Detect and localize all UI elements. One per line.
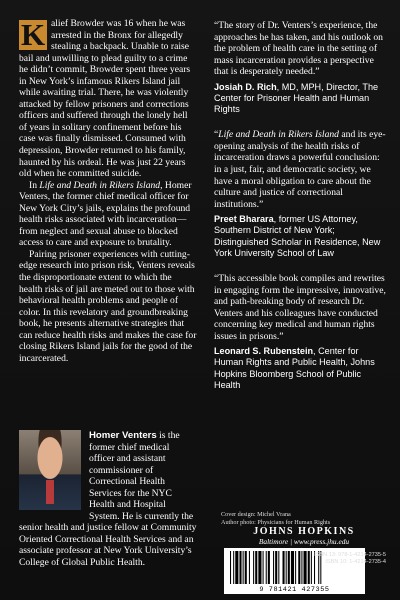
author-photo-credit: Author photo: Physicians for Human Rights: [221, 518, 331, 526]
description-column: [19, 18, 197, 364]
publisher-block: [221, 526, 387, 546]
description-paragraph-2: [19, 180, 197, 249]
barcode-bar: [266, 551, 267, 584]
paragraph-1-text: alief Browder was 16 when he was arrested in the Bronx for allegedly stealing a backpack. Unable to raise bail and unwilling to plead guilty to a crime he didn’t commit, Browder spent three years in New York’s infamous Rikers Island jail while awaiting trial. There, he was violently attacked by fellow prisoners and corrections officers and suffered through the lonely hell of years in solitary confinement before his case was finally dismissed. Consumed with depression, Browder returned to his family, haunted by his ordeal. He was just 22 years old when he committed suicide.: [19, 18, 191, 180]
quote-text: and its eye-opening analysis of the health risks of incarceration draws a powerful conclusion: in a just, fair, and democratic society, we have a moral obligation to care about the culture and justice of correctional institutions.”: [214, 129, 386, 210]
publisher-separator: |: [288, 537, 294, 546]
book-title-italic: Life and Death in Rikers Island: [39, 179, 161, 191]
endorsement-quote-1: “The story of Dr. Venters’s experience, the approaches he has taken, and his outlook on the problem of health care in the setting of mass incarceration provides a perspective that is desperately needed.”: [214, 20, 383, 78]
paragraph-2-text: , Homer Venters, the former chief medical officer for New York City’s jails, explains the profound health risks associated with incarceration—from neglect and sexual abuse to blocked access to care and exposure to brutality.: [19, 179, 192, 249]
endorser-name: Josiah D. Rich: [214, 81, 277, 92]
barcode-bar: [239, 551, 241, 584]
author-tie: [46, 480, 54, 504]
drop-cap-letter: K: [20, 17, 46, 52]
barcode-bar: [245, 551, 247, 584]
publisher-location-line: [221, 537, 387, 546]
barcode-bar: [253, 551, 254, 584]
paragraph-2-prefix: In: [29, 179, 40, 191]
barcode-bar: [230, 551, 231, 584]
isbn-numbers: [268, 552, 386, 566]
endorsement-attribution-2: [214, 214, 386, 259]
author-photo: [19, 430, 81, 510]
endorser-name: Leonard S. Rubenstein: [214, 346, 314, 357]
barcode-bar: [233, 551, 234, 584]
publisher-city: Baltimore: [258, 537, 289, 546]
endorser-name: Preet Bharara: [214, 214, 274, 225]
author-name: Homer Venters: [89, 430, 157, 441]
endorser-role: , former US Attorney, Southern District of New York; Distinguished Scholar in Residence, New York University School of Law: [214, 214, 381, 258]
isbn-13: ISBN 13: 978-1-4214-2735-5: [314, 552, 386, 558]
endorser-role: , Center for Human Rights and Public Health, Johns Hopkins Bloomberg School of Public Health: [214, 346, 375, 390]
open-quote-mark: “: [214, 129, 219, 141]
publisher-name: JOHNS HOPKINS: [253, 526, 355, 537]
endorsement-quote-2: [214, 129, 386, 210]
barcode-bar: [249, 551, 250, 584]
barcode-bar: [258, 551, 261, 584]
barcode-number: 9 781421 427355: [259, 586, 330, 594]
publisher-url[interactable]: www.press.jhu.edu: [293, 537, 350, 546]
barcode-bar: [263, 551, 264, 584]
endorser-role: , MD, MPH, Director, The Center for Prisoner Health and Human Rights: [214, 81, 379, 115]
endorsement-attribution-3: [214, 346, 386, 391]
description-paragraph-3: Pairing prisoner experiences with cutting-edge research into prison risk, Venters reveals the disproportionate extent to which the health risks of jail are meted out to those with behavioral health problems and people of color. In this revelatory and groundbreaking book, he presents alternative strategies that can reduce health risks and makes the case for closing Rikers Island jails for the good of the incarcerated.: [19, 248, 197, 364]
cover-design-credit: Cover design: Michel Vrana: [221, 511, 291, 518]
cover-credits: [221, 511, 391, 526]
endorsements-column: [214, 20, 386, 405]
barcode-bar: [255, 551, 257, 584]
author-bio-section: [19, 430, 197, 569]
endorsement-quote-3: “This accessible book compiles and rewrites in engaging form the impressive, innovative, and path-breaking body of research Dr. Venters and his colleagues have conducted concerning key medical and human rights issues in prisons.”: [214, 272, 386, 342]
isbn-10: ISBN 10: 1-4214-2735-4: [325, 558, 386, 565]
endorsement-attribution-1: [214, 82, 386, 116]
author-bio-text: is the former chief medical officer and assistant commissioner of Correctional Health Services for the NYC Health and Hospital System. He is currently the senior health and justice fellow at Community Oriented Correctional Health Services and an associate professor at New York University’s College of Global Public Health.: [19, 430, 197, 569]
description-paragraph-1: [19, 18, 197, 180]
barcode-bar: [235, 551, 238, 584]
barcode-bar: [243, 551, 244, 584]
quote-book-title: Life and Death in Rikers Island: [218, 129, 339, 141]
